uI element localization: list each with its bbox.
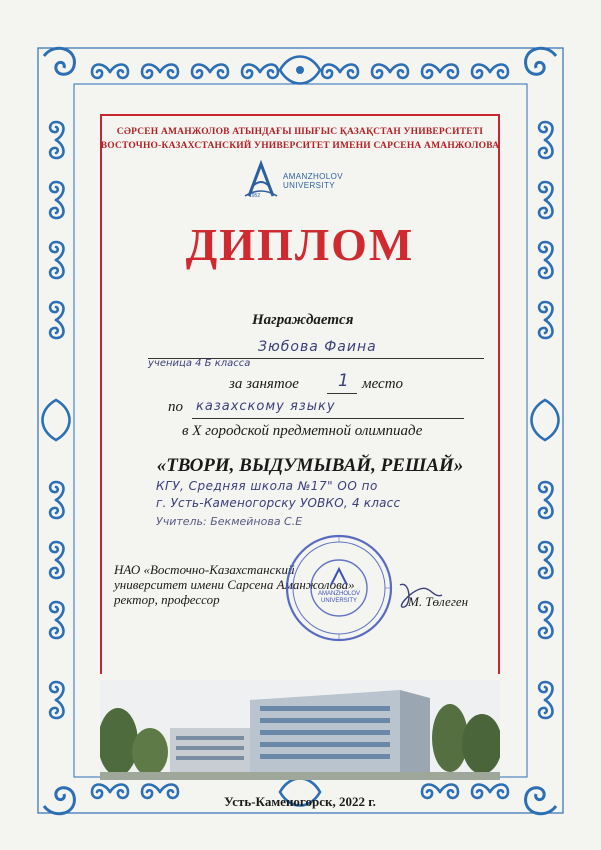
red-frame-right <box>498 114 500 674</box>
subject-line <box>192 418 464 419</box>
signature-org-line-2: университет имени Сарсена Аманжолова» <box>114 577 355 592</box>
red-frame-left <box>100 114 102 674</box>
teacher-line: Учитель: Бекмейнова С.Е <box>156 515 303 528</box>
campus-photo <box>100 680 500 780</box>
olympiad-slogan: «ТВОРИ, ВЫДУМЫВАЙ, РЕШАЙ» <box>156 455 464 476</box>
logo-line-2: UNIVERSITY <box>283 181 336 190</box>
logo-year: 1952 <box>249 193 261 199</box>
place-line <box>327 393 357 394</box>
recipient-name: Зюбова Фаина <box>258 339 377 355</box>
place-suffix: место <box>362 376 404 392</box>
place-value: 1 <box>338 371 349 391</box>
recipient-grade-note: ученица 4 Б класса <box>148 358 251 369</box>
subject-value: казахскому языку <box>196 399 336 414</box>
city-year: Усть-Каменогорск, 2022 г. <box>224 794 376 809</box>
logo-line-1: AMANZHOLOV <box>283 172 344 181</box>
official-stamp-icon <box>284 533 394 643</box>
subject-prefix: по <box>168 399 183 415</box>
logo-text <box>283 172 363 190</box>
school-line-1: КГУ, Средняя школа №17" ОО по <box>156 479 378 493</box>
stamp-text-1: AMANZHOLOV <box>317 591 361 597</box>
university-name-kz: СӘРСЕН АМАНЖОЛОВ АТЫНДАҒЫ ШЫҒЫС ҚАЗАҚСТАН УНИВЕРСИТЕТІ <box>116 127 484 137</box>
school-line-2: г. Усть-Каменогорску УОВКО, 4 класс <box>156 496 401 510</box>
olympiad-text: в X городской предметной олимпиаде <box>182 423 423 439</box>
diploma-title: ДИПЛОМ <box>185 219 415 270</box>
signature-org-line-1: НАО «Восточно-Казахстанский <box>114 562 295 577</box>
red-frame-top <box>100 114 500 116</box>
awarded-label: Награждается <box>252 312 354 328</box>
signature-position: ректор, профессор <box>114 592 220 607</box>
university-name-ru: ВОСТОЧНО-КАЗАХСТАНСКИЙ УНИВЕРСИТЕТ ИМЕНИ САРСЕНА АМАНЖОЛОВА <box>100 141 500 151</box>
signature-scribble-icon <box>390 575 450 615</box>
stamp-text-2: UNIVERSITY <box>320 598 358 604</box>
signatory-name: М. Төлеген <box>408 594 469 609</box>
place-prefix: за занятое <box>229 376 299 392</box>
